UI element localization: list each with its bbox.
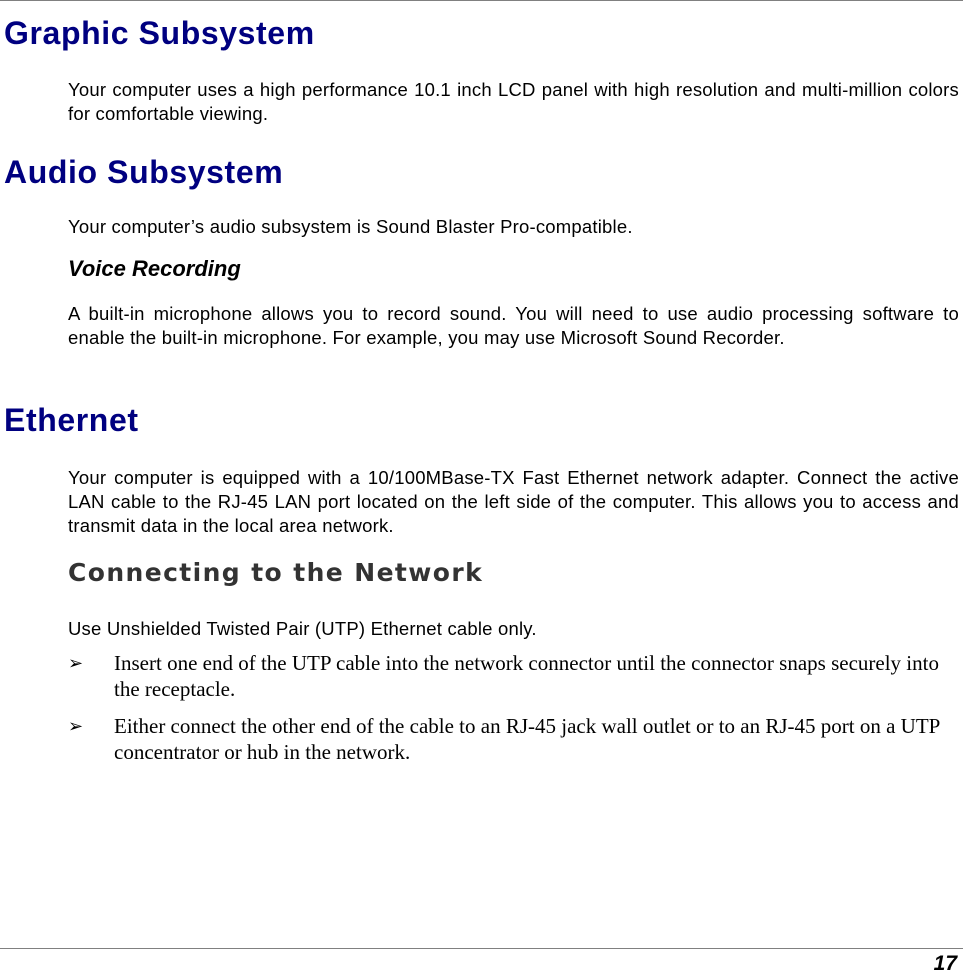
heading-connecting: Connecting to the Network [68, 558, 484, 587]
step-text: Insert one end of the UTP cable into the network connector until the connector snaps securely into the receptacle. [114, 651, 939, 701]
footer-rule [0, 948, 963, 949]
audio-body: Your computer’s audio subsystem is Sound Blaster Pro-compatible. [68, 216, 633, 237]
heading-graphic-subsystem: Graphic Subsystem [4, 15, 315, 51]
top-rule [0, 0, 963, 1]
arrow-bullet-icon: ➢ [68, 653, 84, 673]
ethernet-body: Your computer is equipped with a 10/100MBase-TX Fast Ethernet network adapter. Connect the active LAN cable to the RJ-45 LAN port located on the left side of the computer. This allows you to access and transmit data in the local area network. [68, 467, 959, 536]
heading-ethernet: Ethernet [4, 402, 139, 438]
heading-audio-subsystem: Audio Subsystem [4, 154, 284, 190]
step-item [68, 713, 959, 765]
connecting-intro: Use Unshielded Twisted Pair (UTP) Ethernet cable only. [68, 618, 537, 639]
heading-voice-recording: Voice Recording [68, 256, 241, 281]
arrow-bullet-icon: ➢ [68, 716, 84, 736]
page-number: 17 [933, 952, 957, 975]
voice-body: A built-in microphone allows you to record sound. You will need to use audio processing software to enable the built-in microphone. For example, you may use Microsoft Sound Recorder. [68, 303, 959, 348]
step-text: Either connect the other end of the cable to an RJ-45 jack wall outlet or to an RJ-45 port on a UTP concentrator or hub in the network. [114, 714, 940, 764]
step-item [68, 650, 959, 702]
graphic-body: Your computer uses a high performance 10.1 inch LCD panel with high resolution and multi-million colors for comfortable viewing. [68, 79, 959, 124]
